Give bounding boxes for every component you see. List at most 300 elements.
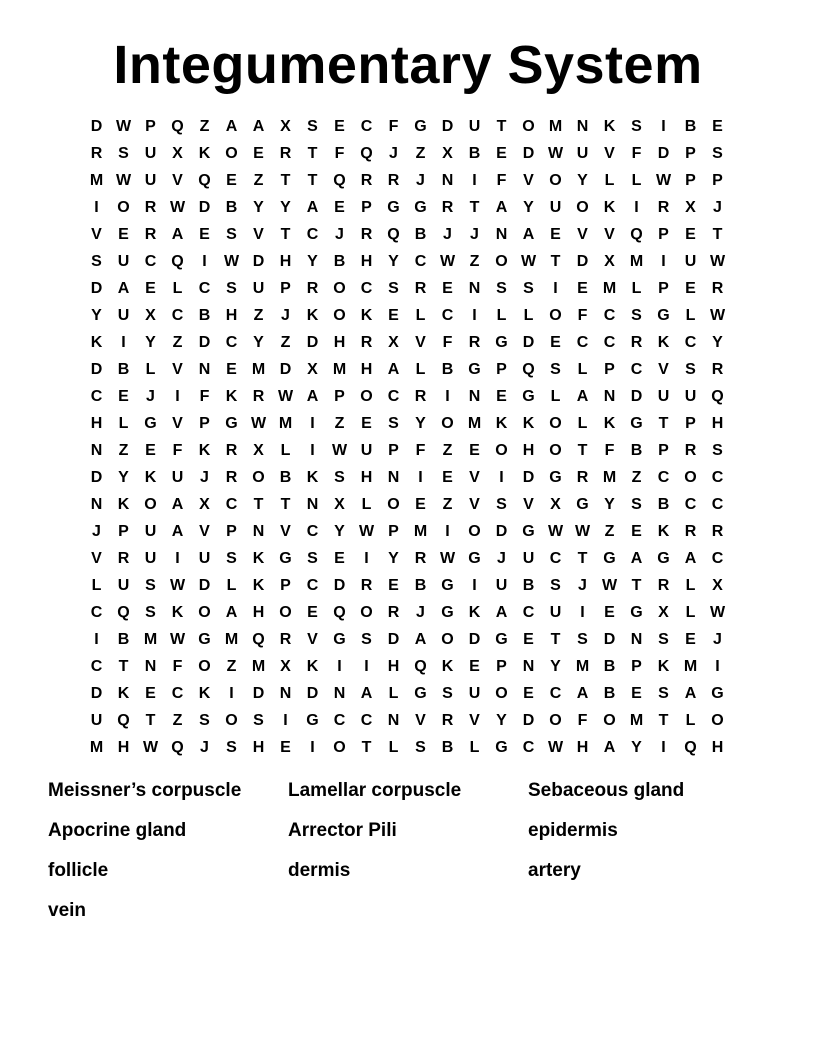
grid-cell[interactable]: E bbox=[118, 226, 129, 243]
grid-cell[interactable]: Y bbox=[280, 199, 291, 216]
grid-cell[interactable]: V bbox=[91, 226, 102, 243]
grid-cell[interactable]: R bbox=[441, 712, 454, 729]
grid-cell[interactable]: E bbox=[604, 604, 615, 621]
grid-cell[interactable]: N bbox=[387, 712, 400, 729]
grid-cell[interactable]: C bbox=[198, 280, 211, 297]
grid-cell[interactable]: E bbox=[334, 199, 345, 216]
grid-cell[interactable]: G bbox=[414, 118, 427, 135]
grid-cell[interactable]: F bbox=[496, 172, 507, 189]
grid-cell[interactable]: E bbox=[550, 334, 561, 351]
grid-cell[interactable]: Z bbox=[631, 469, 642, 486]
grid-cell[interactable]: K bbox=[603, 415, 616, 432]
grid-cell[interactable]: N bbox=[198, 361, 211, 378]
grid-cell[interactable]: Y bbox=[415, 415, 426, 432]
grid-cell[interactable]: E bbox=[685, 280, 696, 297]
grid-cell[interactable]: O bbox=[495, 442, 508, 459]
grid-cell[interactable]: I bbox=[310, 739, 315, 756]
grid-cell[interactable]: L bbox=[685, 604, 696, 621]
grid-cell[interactable]: L bbox=[550, 388, 561, 405]
grid-cell[interactable]: J bbox=[200, 469, 209, 486]
grid-cell[interactable]: C bbox=[630, 361, 643, 378]
grid-cell[interactable]: G bbox=[468, 550, 481, 567]
grid-cell[interactable]: M bbox=[413, 523, 428, 540]
grid-cell[interactable]: O bbox=[279, 604, 292, 621]
grid-cell[interactable]: R bbox=[279, 631, 292, 648]
grid-cell[interactable]: L bbox=[685, 712, 696, 729]
grid-cell[interactable]: J bbox=[713, 199, 722, 216]
grid-cell[interactable]: W bbox=[250, 415, 267, 432]
grid-cell[interactable]: R bbox=[711, 523, 724, 540]
grid-cell[interactable]: L bbox=[469, 739, 480, 756]
grid-cell[interactable]: I bbox=[310, 415, 315, 432]
grid-cell[interactable]: P bbox=[118, 523, 129, 540]
grid-cell[interactable]: T bbox=[658, 415, 669, 432]
grid-cell[interactable]: Y bbox=[307, 253, 318, 270]
grid-cell[interactable]: B bbox=[279, 469, 292, 486]
grid-cell[interactable]: B bbox=[441, 361, 454, 378]
grid-cell[interactable]: S bbox=[226, 280, 237, 297]
grid-cell[interactable]: T bbox=[280, 226, 291, 243]
grid-cell[interactable]: R bbox=[144, 226, 157, 243]
grid-cell[interactable]: E bbox=[388, 307, 399, 324]
grid-cell[interactable]: Q bbox=[333, 172, 346, 189]
grid-cell[interactable]: A bbox=[495, 604, 508, 621]
grid-cell[interactable]: A bbox=[387, 361, 400, 378]
grid-cell[interactable]: B bbox=[522, 577, 535, 594]
grid-cell[interactable]: M bbox=[332, 361, 347, 378]
grid-cell[interactable]: A bbox=[603, 739, 616, 756]
grid-cell[interactable]: P bbox=[685, 172, 696, 189]
grid-cell[interactable]: K bbox=[198, 145, 211, 162]
grid-cell[interactable]: W bbox=[142, 739, 159, 756]
grid-cell[interactable]: W bbox=[439, 550, 456, 567]
grid-cell[interactable]: I bbox=[337, 658, 342, 675]
grid-cell[interactable]: C bbox=[441, 307, 454, 324]
grid-cell[interactable]: C bbox=[144, 253, 157, 270]
grid-cell[interactable]: D bbox=[441, 118, 454, 135]
grid-cell[interactable]: Z bbox=[415, 145, 426, 162]
grid-cell[interactable]: T bbox=[712, 226, 723, 243]
grid-cell[interactable]: E bbox=[442, 280, 453, 297]
grid-cell[interactable]: N bbox=[495, 226, 508, 243]
grid-cell[interactable]: A bbox=[414, 631, 427, 648]
grid-cell[interactable]: W bbox=[547, 523, 564, 540]
grid-cell[interactable]: X bbox=[280, 658, 291, 675]
grid-cell[interactable]: I bbox=[472, 577, 477, 594]
grid-cell[interactable]: I bbox=[715, 658, 720, 675]
grid-cell[interactable]: L bbox=[388, 739, 399, 756]
grid-cell[interactable]: W bbox=[277, 388, 294, 405]
grid-cell[interactable]: D bbox=[306, 685, 319, 702]
grid-cell[interactable]: S bbox=[253, 712, 264, 729]
grid-cell[interactable]: Q bbox=[171, 739, 184, 756]
grid-cell[interactable]: O bbox=[198, 658, 211, 675]
grid-cell[interactable]: J bbox=[416, 172, 425, 189]
grid-cell[interactable]: K bbox=[90, 334, 103, 351]
grid-cell[interactable]: K bbox=[603, 199, 616, 216]
grid-cell[interactable]: E bbox=[469, 442, 480, 459]
grid-cell[interactable]: Z bbox=[442, 442, 453, 459]
grid-cell[interactable]: T bbox=[496, 118, 507, 135]
grid-cell[interactable]: V bbox=[604, 145, 615, 162]
grid-cell[interactable]: P bbox=[496, 361, 507, 378]
grid-cell[interactable]: Y bbox=[550, 658, 561, 675]
grid-cell[interactable]: G bbox=[144, 415, 157, 432]
grid-cell[interactable]: P bbox=[334, 388, 345, 405]
grid-cell[interactable]: R bbox=[441, 199, 454, 216]
grid-cell[interactable]: S bbox=[307, 118, 318, 135]
grid-cell[interactable]: K bbox=[144, 469, 157, 486]
grid-cell[interactable]: L bbox=[604, 172, 615, 189]
grid-cell[interactable]: C bbox=[684, 334, 697, 351]
grid-cell[interactable]: D bbox=[252, 685, 265, 702]
grid-cell[interactable]: S bbox=[226, 550, 237, 567]
grid-cell[interactable]: Q bbox=[711, 388, 724, 405]
grid-cell[interactable]: P bbox=[496, 658, 507, 675]
grid-cell[interactable]: I bbox=[661, 253, 666, 270]
grid-cell[interactable]: W bbox=[115, 118, 132, 135]
grid-cell[interactable]: C bbox=[90, 604, 103, 621]
grid-cell[interactable]: F bbox=[604, 442, 615, 459]
grid-cell[interactable]: X bbox=[334, 496, 345, 513]
grid-cell[interactable]: G bbox=[576, 496, 589, 513]
grid-cell[interactable]: E bbox=[199, 226, 210, 243]
grid-cell[interactable]: S bbox=[631, 118, 642, 135]
grid-cell[interactable]: C bbox=[576, 334, 589, 351]
grid-cell[interactable]: H bbox=[225, 307, 238, 324]
grid-cell[interactable]: O bbox=[576, 199, 589, 216]
grid-cell[interactable]: T bbox=[469, 199, 480, 216]
grid-cell[interactable]: U bbox=[684, 253, 697, 270]
grid-cell[interactable]: M bbox=[143, 631, 158, 648]
grid-cell[interactable]: G bbox=[495, 739, 508, 756]
grid-cell[interactable]: U bbox=[576, 145, 589, 162]
grid-cell[interactable]: K bbox=[117, 496, 130, 513]
grid-cell[interactable]: T bbox=[280, 172, 291, 189]
grid-cell[interactable]: M bbox=[602, 469, 617, 486]
grid-cell[interactable]: Y bbox=[604, 496, 615, 513]
grid-cell[interactable]: N bbox=[333, 685, 346, 702]
grid-cell[interactable]: D bbox=[387, 631, 400, 648]
grid-cell[interactable]: Q bbox=[333, 604, 346, 621]
grid-cell[interactable]: Y bbox=[334, 523, 345, 540]
grid-cell[interactable]: M bbox=[278, 415, 293, 432]
grid-cell[interactable]: B bbox=[630, 442, 643, 459]
grid-cell[interactable]: R bbox=[360, 226, 373, 243]
grid-cell[interactable]: R bbox=[306, 280, 319, 297]
grid-cell[interactable]: A bbox=[225, 604, 238, 621]
grid-cell[interactable]: S bbox=[712, 442, 723, 459]
grid-cell[interactable]: O bbox=[252, 469, 265, 486]
grid-cell[interactable]: P bbox=[280, 280, 291, 297]
grid-cell[interactable]: R bbox=[576, 469, 589, 486]
grid-cell[interactable]: L bbox=[523, 307, 534, 324]
grid-cell[interactable]: N bbox=[522, 658, 535, 675]
grid-cell[interactable]: L bbox=[118, 415, 129, 432]
grid-cell[interactable]: I bbox=[202, 253, 207, 270]
grid-cell[interactable]: R bbox=[414, 388, 427, 405]
grid-cell[interactable]: U bbox=[144, 523, 157, 540]
grid-cell[interactable]: S bbox=[550, 361, 561, 378]
grid-cell[interactable]: U bbox=[90, 712, 103, 729]
grid-cell[interactable]: P bbox=[658, 280, 669, 297]
grid-cell[interactable]: C bbox=[90, 388, 103, 405]
grid-cell[interactable]: W bbox=[547, 145, 564, 162]
grid-cell[interactable]: W bbox=[709, 307, 726, 324]
grid-cell[interactable]: S bbox=[442, 685, 453, 702]
grid-cell[interactable]: R bbox=[144, 199, 157, 216]
grid-cell[interactable]: G bbox=[333, 631, 346, 648]
grid-cell[interactable]: U bbox=[468, 118, 481, 135]
grid-cell[interactable]: E bbox=[631, 685, 642, 702]
grid-cell[interactable]: P bbox=[199, 415, 210, 432]
grid-cell[interactable]: D bbox=[306, 334, 319, 351]
grid-cell[interactable]: R bbox=[279, 145, 292, 162]
grid-cell[interactable]: W bbox=[169, 577, 186, 594]
grid-cell[interactable]: C bbox=[711, 496, 724, 513]
grid-cell[interactable]: A bbox=[495, 199, 508, 216]
grid-cell[interactable]: V bbox=[469, 712, 480, 729]
grid-cell[interactable]: H bbox=[90, 415, 103, 432]
grid-cell[interactable]: H bbox=[387, 658, 400, 675]
grid-cell[interactable]: K bbox=[117, 685, 130, 702]
grid-cell[interactable]: A bbox=[171, 226, 184, 243]
grid-cell[interactable]: R bbox=[468, 334, 481, 351]
grid-cell[interactable]: C bbox=[360, 280, 373, 297]
grid-cell[interactable]: D bbox=[630, 388, 643, 405]
grid-cell[interactable]: E bbox=[577, 280, 588, 297]
grid-cell[interactable]: E bbox=[307, 604, 318, 621]
grid-cell[interactable]: P bbox=[685, 415, 696, 432]
grid-cell[interactable]: B bbox=[333, 253, 346, 270]
grid-cell[interactable]: G bbox=[306, 712, 319, 729]
grid-cell[interactable]: L bbox=[91, 577, 102, 594]
grid-cell[interactable]: O bbox=[495, 685, 508, 702]
grid-cell[interactable]: X bbox=[442, 145, 453, 162]
grid-cell[interactable]: D bbox=[198, 334, 211, 351]
grid-cell[interactable]: G bbox=[495, 334, 508, 351]
grid-cell[interactable]: N bbox=[630, 631, 643, 648]
grid-cell[interactable]: A bbox=[117, 280, 130, 297]
grid-cell[interactable]: J bbox=[497, 550, 506, 567]
grid-cell[interactable]: L bbox=[415, 361, 426, 378]
grid-cell[interactable]: E bbox=[280, 739, 291, 756]
grid-cell[interactable]: H bbox=[360, 469, 373, 486]
grid-cell[interactable]: E bbox=[145, 280, 156, 297]
grid-cell[interactable]: C bbox=[711, 550, 724, 567]
grid-cell[interactable]: G bbox=[522, 388, 535, 405]
grid-cell[interactable]: U bbox=[171, 469, 184, 486]
grid-cell[interactable]: A bbox=[576, 685, 589, 702]
grid-cell[interactable]: G bbox=[549, 469, 562, 486]
grid-cell[interactable]: C bbox=[360, 712, 373, 729]
grid-cell[interactable]: O bbox=[360, 388, 373, 405]
grid-cell[interactable]: W bbox=[709, 604, 726, 621]
grid-cell[interactable]: N bbox=[441, 172, 454, 189]
grid-cell[interactable]: H bbox=[252, 739, 265, 756]
grid-cell[interactable]: J bbox=[578, 577, 587, 594]
grid-cell[interactable]: L bbox=[172, 280, 183, 297]
grid-cell[interactable]: X bbox=[604, 253, 615, 270]
grid-cell[interactable]: U bbox=[117, 307, 130, 324]
grid-cell[interactable]: O bbox=[144, 496, 157, 513]
grid-cell[interactable]: G bbox=[441, 577, 454, 594]
grid-cell[interactable]: S bbox=[496, 496, 507, 513]
grid-cell[interactable]: V bbox=[469, 469, 480, 486]
grid-cell[interactable]: E bbox=[145, 685, 156, 702]
grid-cell[interactable]: R bbox=[414, 550, 427, 567]
grid-cell[interactable]: Y bbox=[388, 253, 399, 270]
grid-cell[interactable]: W bbox=[169, 199, 186, 216]
grid-cell[interactable]: Y bbox=[388, 550, 399, 567]
grid-cell[interactable]: N bbox=[387, 469, 400, 486]
grid-cell[interactable]: S bbox=[550, 577, 561, 594]
grid-cell[interactable]: G bbox=[495, 631, 508, 648]
grid-cell[interactable]: P bbox=[685, 145, 696, 162]
grid-cell[interactable]: G bbox=[468, 361, 481, 378]
grid-cell[interactable]: N bbox=[576, 118, 589, 135]
grid-cell[interactable]: D bbox=[603, 631, 616, 648]
grid-cell[interactable]: U bbox=[684, 388, 697, 405]
grid-cell[interactable]: O bbox=[549, 172, 562, 189]
grid-cell[interactable]: N bbox=[144, 658, 157, 675]
grid-cell[interactable]: O bbox=[468, 523, 481, 540]
grid-cell[interactable]: R bbox=[360, 172, 373, 189]
grid-cell[interactable]: C bbox=[333, 712, 346, 729]
grid-cell[interactable]: V bbox=[172, 415, 183, 432]
grid-cell[interactable]: G bbox=[630, 415, 643, 432]
grid-cell[interactable]: O bbox=[333, 307, 346, 324]
grid-cell[interactable]: P bbox=[388, 442, 399, 459]
grid-cell[interactable]: T bbox=[577, 442, 588, 459]
grid-cell[interactable]: D bbox=[198, 199, 211, 216]
grid-cell[interactable]: R bbox=[225, 442, 238, 459]
grid-cell[interactable]: Z bbox=[253, 307, 264, 324]
grid-cell[interactable]: N bbox=[279, 685, 292, 702]
grid-cell[interactable]: D bbox=[90, 280, 103, 297]
grid-cell[interactable]: B bbox=[441, 739, 454, 756]
grid-cell[interactable]: E bbox=[226, 361, 237, 378]
grid-cell[interactable]: S bbox=[334, 469, 345, 486]
grid-cell[interactable]: Z bbox=[280, 334, 291, 351]
grid-cell[interactable]: E bbox=[685, 226, 696, 243]
grid-cell[interactable]: E bbox=[388, 577, 399, 594]
grid-cell[interactable]: H bbox=[360, 361, 373, 378]
grid-cell[interactable]: S bbox=[631, 307, 642, 324]
grid-cell[interactable]: H bbox=[522, 442, 535, 459]
grid-cell[interactable]: C bbox=[387, 388, 400, 405]
grid-cell[interactable]: S bbox=[658, 631, 669, 648]
grid-cell[interactable]: R bbox=[252, 388, 265, 405]
grid-cell[interactable]: V bbox=[577, 226, 588, 243]
grid-cell[interactable]: U bbox=[549, 199, 562, 216]
grid-cell[interactable]: N bbox=[306, 496, 319, 513]
grid-cell[interactable]: R bbox=[117, 550, 130, 567]
grid-cell[interactable]: C bbox=[171, 685, 184, 702]
grid-cell[interactable]: U bbox=[144, 550, 157, 567]
grid-cell[interactable]: N bbox=[603, 388, 616, 405]
grid-cell[interactable]: Y bbox=[253, 334, 264, 351]
grid-cell[interactable]: O bbox=[333, 739, 346, 756]
grid-cell[interactable]: V bbox=[280, 523, 291, 540]
grid-cell[interactable]: N bbox=[90, 442, 103, 459]
grid-cell[interactable]: X bbox=[253, 442, 264, 459]
grid-cell[interactable]: K bbox=[657, 523, 670, 540]
grid-cell[interactable]: U bbox=[522, 550, 535, 567]
grid-cell[interactable]: V bbox=[199, 523, 210, 540]
grid-cell[interactable]: I bbox=[445, 523, 450, 540]
grid-cell[interactable]: T bbox=[631, 577, 642, 594]
grid-cell[interactable]: X bbox=[280, 118, 291, 135]
grid-cell[interactable]: L bbox=[631, 280, 642, 297]
grid-cell[interactable]: Y bbox=[523, 199, 534, 216]
grid-cell[interactable]: S bbox=[91, 253, 102, 270]
grid-cell[interactable]: I bbox=[445, 388, 450, 405]
grid-cell[interactable]: R bbox=[414, 280, 427, 297]
grid-cell[interactable]: Q bbox=[117, 604, 130, 621]
grid-cell[interactable]: D bbox=[90, 361, 103, 378]
grid-cell[interactable]: F bbox=[334, 145, 345, 162]
grid-cell[interactable]: M bbox=[683, 658, 698, 675]
grid-cell[interactable]: O bbox=[549, 712, 562, 729]
grid-cell[interactable]: Z bbox=[604, 523, 615, 540]
grid-cell[interactable]: B bbox=[468, 145, 481, 162]
grid-cell[interactable]: O bbox=[549, 415, 562, 432]
grid-cell[interactable]: V bbox=[415, 334, 426, 351]
grid-cell[interactable]: O bbox=[711, 712, 724, 729]
grid-cell[interactable]: Z bbox=[469, 253, 480, 270]
grid-cell[interactable]: G bbox=[198, 631, 211, 648]
grid-cell[interactable]: W bbox=[439, 253, 456, 270]
grid-cell[interactable]: S bbox=[712, 145, 723, 162]
grid-cell[interactable]: S bbox=[415, 739, 426, 756]
grid-cell[interactable]: T bbox=[118, 658, 129, 675]
grid-cell[interactable]: T bbox=[307, 145, 318, 162]
grid-cell[interactable]: P bbox=[388, 523, 399, 540]
grid-cell[interactable]: M bbox=[251, 658, 266, 675]
grid-cell[interactable]: B bbox=[117, 631, 130, 648]
grid-cell[interactable]: A bbox=[252, 118, 265, 135]
grid-cell[interactable]: F bbox=[631, 145, 642, 162]
grid-cell[interactable]: P bbox=[658, 442, 669, 459]
grid-cell[interactable]: I bbox=[661, 118, 666, 135]
grid-cell[interactable]: V bbox=[469, 496, 480, 513]
grid-cell[interactable]: W bbox=[169, 631, 186, 648]
grid-cell[interactable]: L bbox=[496, 307, 507, 324]
grid-cell[interactable]: W bbox=[601, 577, 618, 594]
grid-cell[interactable]: V bbox=[415, 712, 426, 729]
grid-cell[interactable]: W bbox=[655, 172, 672, 189]
grid-cell[interactable]: J bbox=[146, 388, 155, 405]
grid-cell[interactable]: R bbox=[711, 280, 724, 297]
grid-cell[interactable]: C bbox=[549, 685, 562, 702]
grid-cell[interactable]: Z bbox=[253, 172, 264, 189]
grid-cell[interactable]: J bbox=[389, 145, 398, 162]
grid-cell[interactable]: O bbox=[549, 307, 562, 324]
grid-cell[interactable]: E bbox=[442, 469, 453, 486]
grid-cell[interactable]: G bbox=[711, 685, 724, 702]
grid-cell[interactable]: Q bbox=[117, 712, 130, 729]
grid-cell[interactable]: F bbox=[577, 307, 588, 324]
grid-cell[interactable]: L bbox=[577, 415, 588, 432]
grid-cell[interactable]: J bbox=[92, 523, 101, 540]
grid-cell[interactable]: K bbox=[252, 550, 265, 567]
grid-cell[interactable]: T bbox=[307, 172, 318, 189]
grid-cell[interactable]: D bbox=[468, 631, 481, 648]
grid-cell[interactable]: M bbox=[548, 118, 563, 135]
grid-cell[interactable]: V bbox=[172, 172, 183, 189]
grid-cell[interactable]: T bbox=[280, 496, 291, 513]
